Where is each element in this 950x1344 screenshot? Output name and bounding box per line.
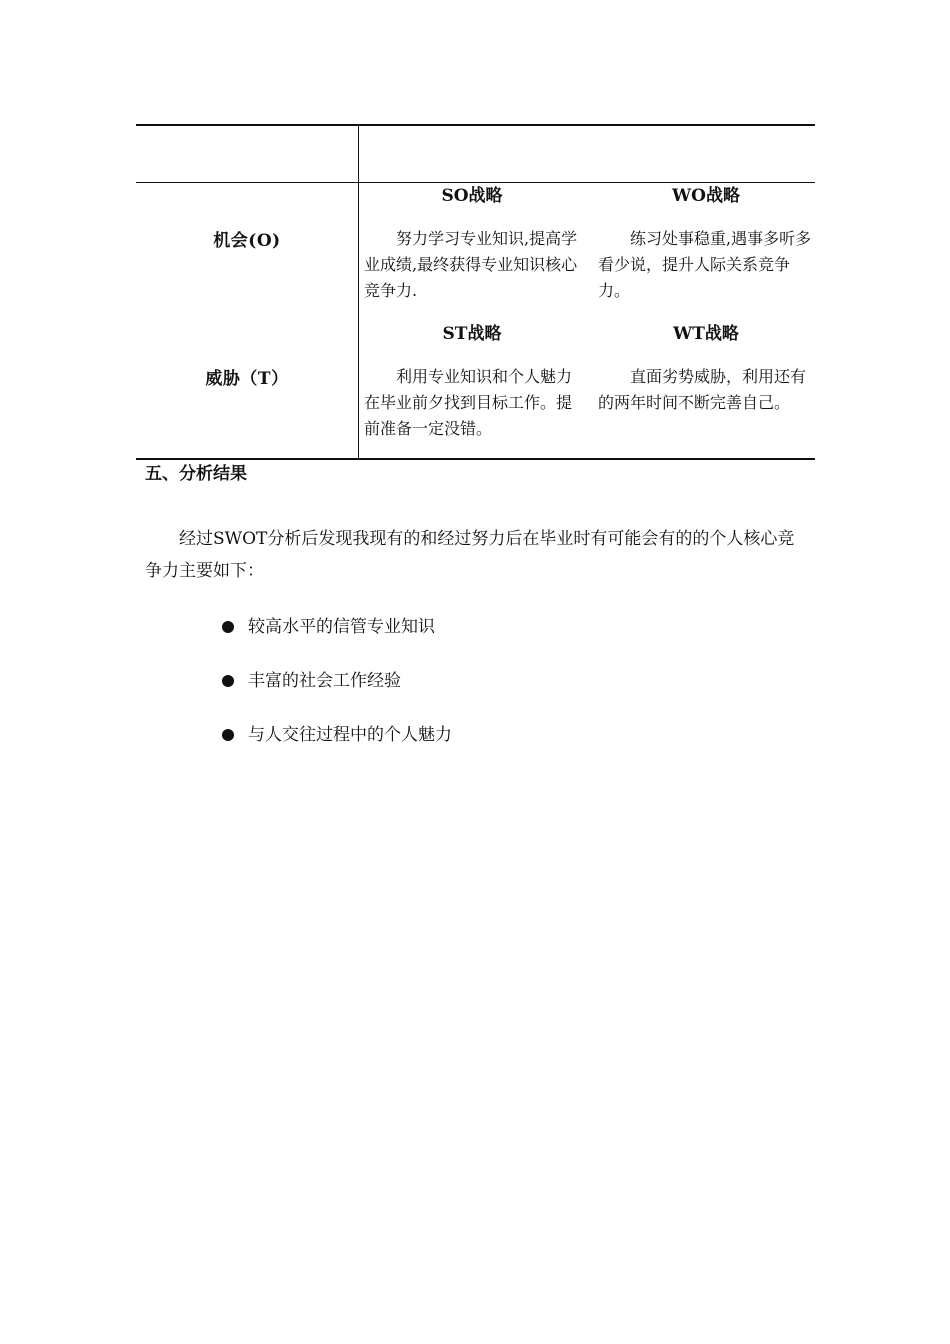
row-label-threats: 威胁（T） <box>205 369 289 389</box>
list-item-text: 与人交往过程中的个人魅力 <box>248 725 452 745</box>
so-strategy-text: 努力学习专业知识,提高学业成绩,最终获得专业知识核心竞争力. <box>364 229 578 300</box>
swot-strategy-table <box>136 124 815 460</box>
list-item <box>220 612 452 666</box>
cell-wt-strategy <box>598 322 814 416</box>
table-row-divider <box>136 182 815 183</box>
section-heading-analysis-results: 五、分析结果 <box>145 464 247 484</box>
bullet-icon <box>222 729 234 741</box>
st-strategy-heading: ST战略 <box>442 324 502 344</box>
list-item <box>220 666 452 720</box>
analysis-paragraph: 经过SWOT分析后发现我现有的和经过努力后在毕业时有可能会有的的个人核心竞争力主要如下： <box>145 529 795 581</box>
st-strategy-text: 利用专业知识和个人魅力在毕业前夕找到目标工作。提前准备一定没错。 <box>364 367 573 438</box>
cell-wo-strategy <box>598 184 814 304</box>
wt-strategy-text: 直面劣势威胁，利用还有的两年时间不断完善自己。 <box>598 367 807 412</box>
table-column-divider <box>358 126 359 458</box>
row-label-opportunities: 机会(O) <box>213 231 281 251</box>
cell-so-strategy <box>364 184 580 304</box>
wo-strategy-text: 练习处事稳重,遇事多听多看少说，提升人际关系竞争力。 <box>598 229 812 300</box>
wt-strategy-heading: WT战略 <box>673 324 739 344</box>
wo-strategy-heading: WO战略 <box>672 186 740 206</box>
cell-st-strategy <box>364 322 580 442</box>
bullet-icon <box>222 621 234 633</box>
list-item-text: 较高水平的信管专业知识 <box>248 617 435 637</box>
list-item <box>220 720 452 774</box>
core-competency-list <box>220 612 452 774</box>
bullet-icon <box>222 675 234 687</box>
list-item-text: 丰富的社会工作经验 <box>248 671 401 691</box>
so-strategy-heading: SO战略 <box>441 186 503 206</box>
